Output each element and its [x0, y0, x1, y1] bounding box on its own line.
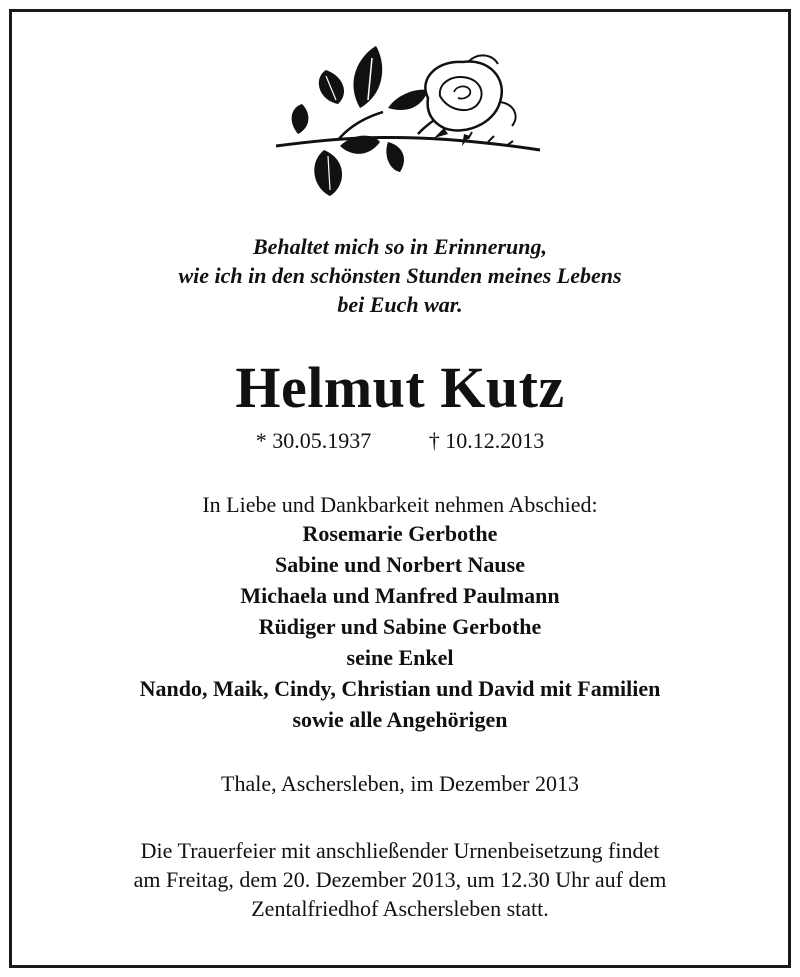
birth-date: * 30.05.1937 [255, 428, 372, 453]
mourners-list [0, 518, 800, 735]
farewell-intro: In Liebe und Dankbarkeit nehmen Abschied: [202, 492, 598, 517]
mourner-line: seine Enkel [346, 645, 454, 670]
death-date: † 10.12.2013 [428, 428, 545, 453]
deceased-name: Helmut Kutz [235, 355, 565, 420]
mourner-line: Michaela und Manfred Paulmann [240, 583, 560, 608]
quote-line: bei Euch war. [337, 292, 463, 317]
mourner-line: Nando, Maik, Cindy, Christian und David mit Familien [139, 676, 661, 701]
mourner-line: Rüdiger und Sabine Gerbothe [258, 614, 542, 639]
memorial-quote [0, 232, 800, 319]
mourner-line: sowie alle Angehörigen [292, 707, 508, 732]
service-info [0, 836, 800, 923]
service-line: am Freitag, dem 20. Dezember 2013, um 12.30 Uhr auf dem [133, 867, 667, 892]
quote-line: wie ich in den schönsten Stunden meines Lebens [178, 263, 622, 288]
service-line: Zentalfriedhof Aschersleben statt. [251, 896, 549, 921]
place-and-date: Thale, Aschersleben, im Dezember 2013 [221, 771, 579, 796]
quote-line: Behaltet mich so in Erinnerung, [252, 234, 548, 259]
rose-icon [268, 38, 548, 203]
mourner-line: Rosemarie Gerbothe [302, 521, 498, 546]
mourner-line: Sabine und Norbert Nause [275, 552, 525, 577]
service-line: Die Trauerfeier mit anschließender Urnenbeisetzung findet [140, 838, 660, 863]
life-dates [0, 426, 800, 456]
